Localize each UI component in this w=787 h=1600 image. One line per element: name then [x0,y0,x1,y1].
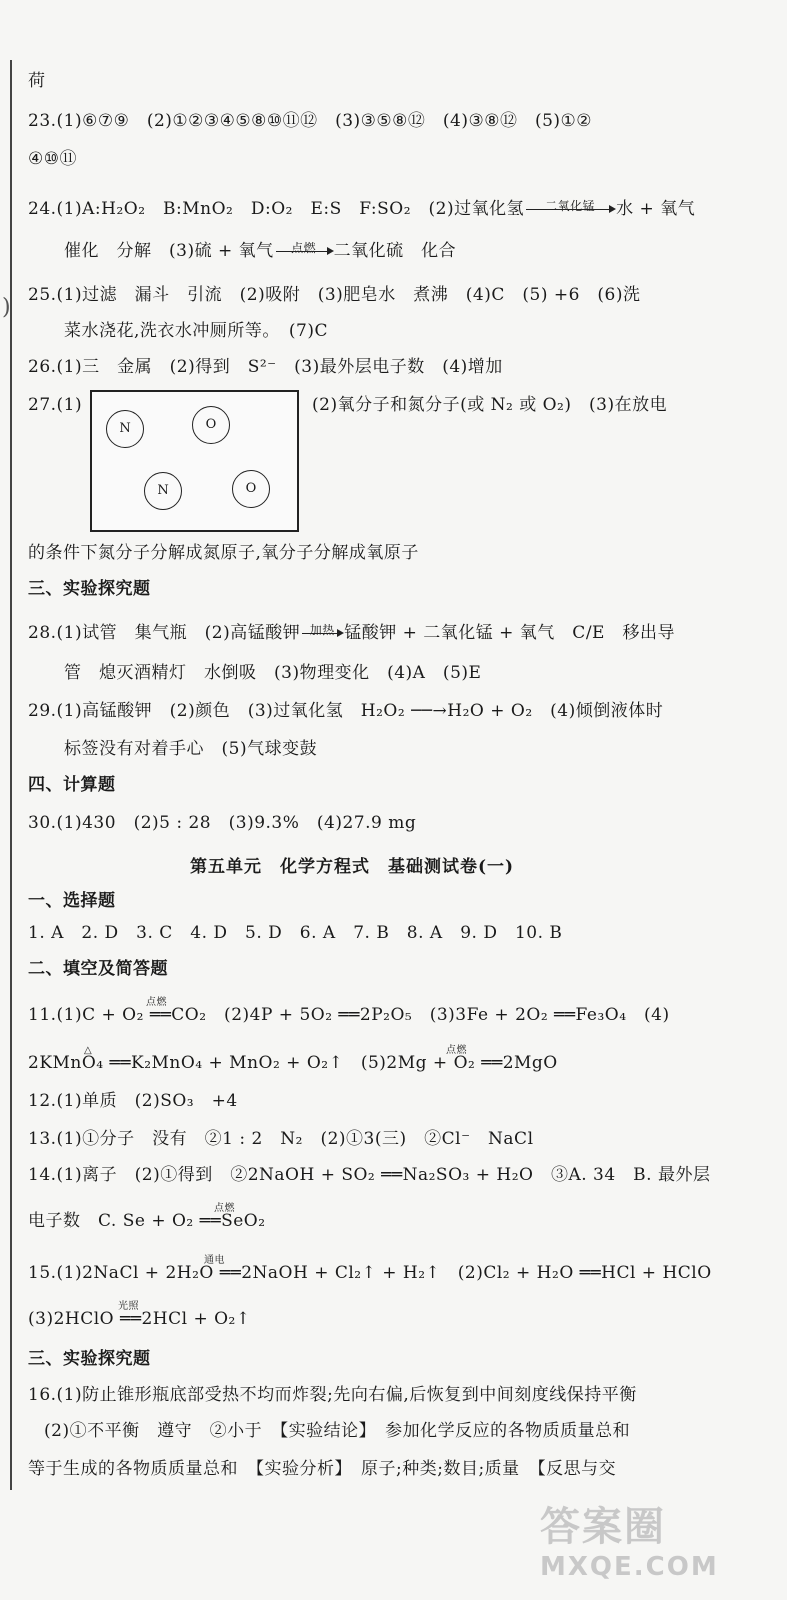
answer-24-part2: 水 + 氧气 [616,199,696,219]
reaction-arrow [276,241,332,256]
binding-mark: ) [2,295,11,320]
answer-14: 14.(1)离子 (2)①得到 ②2NaOH + SO₂ ══Na₂SO₃ + H₂O ③A. 34 B. 最外层 [28,1165,711,1185]
condition-label: 点燃 [146,997,167,1008]
section-heading-choice: 一、选择题 [28,891,116,911]
answer-29-cont: 标签没有对着手心 (5)气球变鼓 [64,739,318,759]
answer-27-cont: 的条件下氮分子分解成氮原子,氧分子分解成氧原子 [28,543,419,563]
answer-28-part2: 锰酸钾 + 二氧化锰 + 氧气 C/E 移出导 [344,623,675,643]
answer-29: 29.(1)高锰酸钾 (2)颜色 (3)过氧化氢 H₂O₂ ──→H₂O + O₂ (4)倾倒液体时 [28,701,664,721]
oxygen-atom-1: O [192,406,230,444]
answer-24 [28,198,695,220]
answer-16: 16.(1)防止锥形瓶底部受热不均而炸裂;先向右偏,后恢复到中间刻度线保持平衡 [28,1385,637,1405]
nitrogen-atom-2: N [144,472,182,510]
answer-24-cont-part1: 催化 分解 (3)硫 + 氧气 [64,241,274,261]
line-continued: 荷 [28,71,46,91]
answer-13: 13.(1)①分子 没有 ②1 : 2 N₂ (2)①3(三) ②Cl⁻ NaCl [28,1129,534,1149]
answer-24-cont [64,240,456,262]
answer-24-cont-part2: 二氧化硫 化合 [333,241,457,261]
answer-24-part1: 24.(1)A:H₂O₂ B:MnO₂ D:O₂ E:S F:SO₂ (2)过氧化氢 [28,199,525,219]
answer-23-cont: ④⑩⑪ [28,149,77,169]
section-heading-calculation: 四、计算题 [28,775,116,795]
molecule-diagram [90,390,299,532]
answer-25: 25.(1)过滤 漏斗 引流 (2)吸附 (3)肥皂水 煮沸 (4)C (5) +6 (6)洗 [28,285,641,305]
answer-27-text: (2)氧分子和氮分子(或 N₂ 或 O₂) (3)在放电 [312,395,668,415]
condition-label-light: 光照 [118,1301,139,1312]
margin-rule [10,60,12,1490]
answer-28-part1: 28.(1)试管 集气瓶 (2)高锰酸钾 [28,623,301,643]
arrow-label: 加热 [309,623,335,637]
answer-28 [28,622,675,644]
site-watermark [540,1495,780,1595]
oxygen-atom-2: O [232,470,270,508]
answer-23: 23.(1)⑥⑦⑨ (2)①②③④⑤⑧⑩⑪⑫ (3)③⑤⑧⑫ (4)③⑧⑫ (5)①② [28,111,593,131]
watermark-url: MXQE.COM [540,1552,719,1582]
condition-label-se: 点燃 [214,1203,235,1214]
answer-11-cont: 2KMnO₄ ══K₂MnO₄ + MnO₂ + O₂↑ (5)2Mg + O₂ ══2MgO [28,1053,558,1073]
section-heading-experiment: 三、实验探究题 [28,579,151,599]
unit-title: 第五单元 化学方程式 基础测试卷(一) [190,857,515,877]
answer-16-cont: (2)①不平衡 遵守 ②小于 【实验结论】 参加化学反应的各物质质量总和 [44,1421,631,1441]
answer-15-cont: (3)2HClO ══2HCl + O₂↑ [28,1309,251,1329]
arrow-label: 点燃 [291,241,317,255]
answer-choices: 1. A 2. D 3. C 4. D 5. D 6. A 7. B 8. A 9. D 10. B [28,923,563,943]
section-heading-fill: 二、填空及简答题 [28,959,168,979]
answer-28-cont: 管 熄灭酒精灯 水倒吸 (3)物理变化 (4)A (5)E [64,663,482,683]
nitrogen-atom-1: N [106,410,144,448]
answer-14-cont: 电子数 C. Se + O₂ ══SeO₂ [28,1211,266,1231]
arrow-label: 二氧化锰 [545,199,596,213]
answer-26: 26.(1)三 金属 (2)得到 S²⁻ (3)最外层电子数 (4)增加 [28,357,503,377]
reaction-arrow [302,623,342,638]
section-heading-experiment-2: 三、实验探究题 [28,1349,151,1369]
answer-25-cont: 菜水浇花,洗衣水冲厕所等。 (7)C [64,321,328,341]
condition-label-electric: 通电 [204,1255,225,1266]
watermark-logo: 答案圈 [540,1504,666,1550]
answer-27-label: 27.(1) [28,395,83,415]
condition-label-ignite: 点燃 [446,1045,467,1056]
answer-30: 30.(1)430 (2)5 : 28 (3)9.3% (4)27.9 mg [28,813,417,833]
answer-11: 11.(1)C + O₂ ══CO₂ (2)4P + 5O₂ ══2P₂O₅ (3)3Fe + 2O₂ ══Fe₃O₄ (4) [28,1005,670,1025]
answer-15: 15.(1)2NaCl + 2H₂O ══2NaOH + Cl₂↑ + H₂↑ (2)Cl₂ + H₂O ══HCl + HClO [28,1263,712,1283]
answer-12: 12.(1)单质 (2)SO₃ +4 [28,1091,238,1111]
reaction-arrow [526,199,614,214]
answer-16-cont2: 等于生成的各物质质量总和 【实验分析】 原子;种类;数目;质量 【反思与交 [28,1459,617,1479]
condition-label-heat: △ [84,1045,93,1056]
